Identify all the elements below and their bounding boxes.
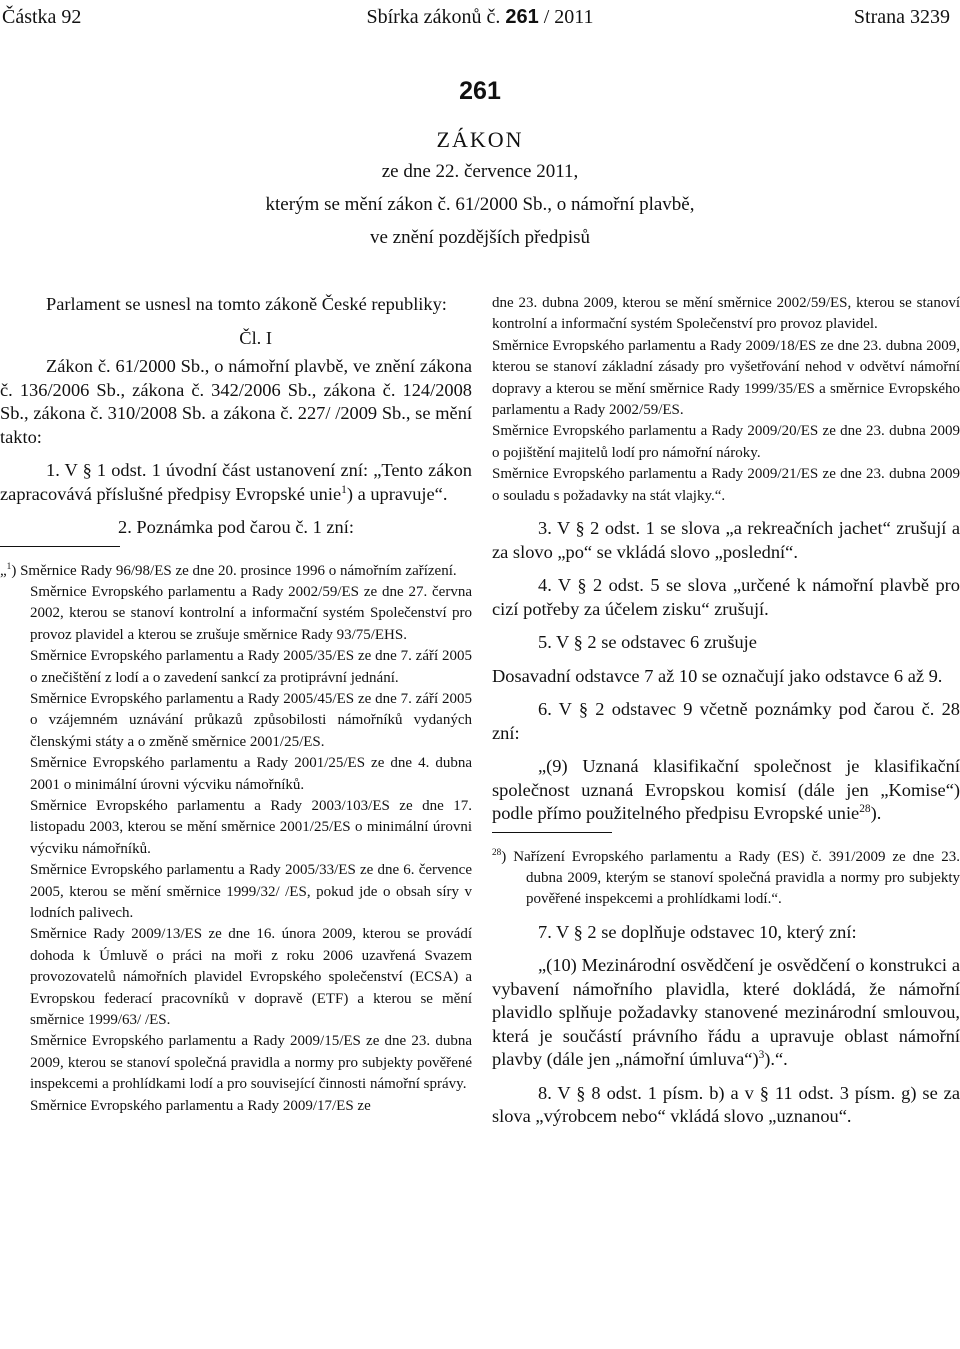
amendment-point-4: 4. V § 2 odst. 5 se slova „určené k námořní plavbě pro cizí potřeby za účelem zisku“ zrušují. xyxy=(492,575,960,619)
amendment-point-1 xyxy=(0,459,472,506)
amendment-point-6: 6. V § 2 odstavec 9 včetně poznámky pod čarou č. 28 zní: xyxy=(492,699,960,743)
amendment-point-7: 7. V § 2 se doplňuje odstavec 10, který zní: xyxy=(538,921,857,942)
footnote-directive: Směrnice Evropského parlamentu a Rady 2001/25/ES ze dne 4. dubna 2001 o minimální úrovni výcviku námořníků. xyxy=(30,755,472,793)
quoted-paragraph-10 xyxy=(492,954,960,1072)
footnote-1 xyxy=(0,561,472,582)
footnote-28 xyxy=(492,847,960,911)
header-collection-label: Sbírka zákonů č. xyxy=(366,6,501,28)
footnote-directive: Směrnice Rady 2009/13/ES ze dne 16. února 2009, kterou se provádí dohoda k Úmluvě o práci na moři z roku 2006 uzavřená Svazem provozovatelů námořních plavidel Evropského společenství (ECSA) a Evropskou federací pracovníků v dopravě (ETF) a kterou se mění směrnice 1999/63/ /ES. xyxy=(30,926,472,1029)
header-part: Částka 92 xyxy=(2,6,82,28)
footnote-directive: dne 23. dubna 2009, kterou se mění směrnice 2002/59/ES, kterou se stanoví kontrolní a informační systém Společenství pro provoz plavidel. xyxy=(492,295,960,333)
footnote-directive: Směrnice Evropského parlamentu a Rady 2009/20/ES ze dne 23. dubna 2009 o pojištění majitelů lodí pro námořní nároky. xyxy=(492,423,960,461)
page-header xyxy=(0,2,960,32)
law-subject-note: ve znění pozdějších předpisů xyxy=(369,227,590,248)
point-1-text: 1. V § 1 odst. 1 úvodní část ustanovení zní: „Tento zákon zapracovává příslušné předpisy Evropské unie xyxy=(0,460,472,504)
footnote-directive: Směrnice Evropského parlamentu a Rady 2005/33/ES ze dne 6. července 2005, kterou se mění směrnice 1999/32/ /ES, pokud jde o obsah síry v lodních palivech. xyxy=(30,862,472,921)
law-number: 261 xyxy=(459,77,501,105)
right-column xyxy=(492,293,960,1349)
footnote-number: 1 xyxy=(6,561,12,572)
footnote-quote: „ xyxy=(0,562,7,579)
footnote-directive: Směrnice Evropského parlamentu a Rady 2009/15/ES ze dne 23. dubna 2009, kterou se stanoví společná pravidla a normy pro subjekty pověřené inspekcemi a prohlídkami lodí a pro související činnosti námořní správy. xyxy=(30,1033,472,1093)
footnote-directive: Směrnice Evropského parlamentu a Rady 2009/21/ES ze dne 23. dubna 2009 o souladu s požadavky na stát vlajky.“. xyxy=(492,466,960,504)
quoted-text-end: ).“. xyxy=(764,1049,788,1070)
header-year: / 2011 xyxy=(543,6,594,28)
article-heading: Čl. I xyxy=(239,327,272,348)
header-law-number: 261 xyxy=(505,6,539,28)
footnote-rule xyxy=(0,546,120,547)
law-subject: kterým se mění zákon č. 61/2000 Sb., o námořní plavbě, xyxy=(265,194,695,215)
footnote-number: 28 xyxy=(492,847,502,858)
footnote-directive: Směrnice Evropského parlamentu a Rady 2005/45/ES ze dne 7. září 2005 o vzájemném uznávání průkazů způsobilosti námořníků vydaných členskými státy a o změně směrnice 2001/25/ES. xyxy=(30,690,472,750)
footnote-ref: 3 xyxy=(758,1049,765,1062)
footnote-directive: Směrnice Evropského parlamentu a Rady 2009/18/ES ze dne 23. dubna 2009, kterou se stanoví základní zásady pro vyšetřování nehod v odvětví námořní dopravy a kterou se mění směrnice Rady 1999/35/ES a směrnice Evropského parlamentu a Rady 2002/59/ES. xyxy=(492,337,960,419)
footnote-directive: Směrnice Evropského parlamentu a Rady 2005/35/ES ze dne 7. září 2005 o znečištění z lodí a o zavedení sankcí za protiprávní jednání. xyxy=(30,648,472,686)
point-1-text-end: ) a upravuje“. xyxy=(346,483,448,504)
law-kind: ZÁKON xyxy=(436,127,524,152)
amendment-point-2: 2. Poznámka pod čarou č. 1 zní: xyxy=(118,517,354,537)
law-date: ze dne 22. července 2011, xyxy=(381,161,579,182)
left-column xyxy=(0,293,472,1349)
footnote-28-text: ) Nařízení Evropského parlamentu a Rady (ES) č. 391/2009 ze dne 23. dubna 2009, kterým se stanoví společná pravidla a normy pro subjekty pověřené inspekcemi a prohlídkami lodí.“. xyxy=(501,848,960,908)
amendment-point-5: 5. V § 2 se odstavec 6 zrušuje xyxy=(538,632,757,653)
footnote-1-text: ) Směrnice Rady 96/98/ES ze dne 20. prosince 1996 o námořním zařízení. xyxy=(11,562,457,579)
quoted-text: „(9) Uznaná klasifikační společnost je klasifikační společnost uznaná Evropskou komisí (dále jen „Komise“) podle přímo použitelného předpisu Evropské unie xyxy=(492,756,960,824)
footnote-ref: 1 xyxy=(341,483,347,496)
footnote-rule xyxy=(492,832,612,833)
header-page-number: Strana 3239 xyxy=(853,6,950,28)
header-collection xyxy=(0,2,960,32)
amendment-point-8: 8. V § 8 odst. 1 písm. b) a v § 11 odst. 3 písm. g) se za slova „výrobcem nebo“ vkládá slovo „uznanou“. xyxy=(492,1082,960,1127)
footnote-directive: Směrnice Evropského parlamentu a Rady 2003/103/ES ze dne 17. listopadu 2003, kterou se mění směrnice 2001/25/ES o minimální úrovni výcviku námořníků. xyxy=(30,797,472,857)
footnote-ref: 28 xyxy=(859,802,871,815)
amendment-point-3: 3. V § 2 odst. 1 se slova „a rekreačních jachet“ zrušují a za slovo „po“ se vkládá slovo „poslední“. xyxy=(492,518,960,562)
amendment-intro: Zákon č. 61/2000 Sb., o námořní plavbě, ve znění zákona č. 136/2006 Sb., zákona č. 342/2006 Sb., zákona č. 124/2008 Sb., zákona č. 310/2008 Sb. a zákona č. 227/ /2009 Sb., se mění takto: xyxy=(0,356,472,447)
amendment-point-5-renumbering: Dosavadní odstavce 7 až 10 se označují jako odstavce 6 až 9. xyxy=(492,665,943,686)
footnote-directive: Směrnice Evropského parlamentu a Rady 2009/17/ES ze xyxy=(30,1097,371,1114)
footnote-directive: Směrnice Evropského parlamentu a Rady 2002/59/ES ze dne 27. června 2002, kterou se stanoví kontrolní a informační systém Společenství pro provoz plavidel a kterou se zrušuje směrnice Rady 93/75/EHS. xyxy=(30,583,472,643)
quoted-text-end: ). xyxy=(870,803,882,824)
quoted-paragraph-9 xyxy=(492,755,960,826)
enacting-clause: Parlament se usnesl na tomto zákoně České republiky: xyxy=(46,294,447,314)
quoted-text: „(10) Mezinárodní osvědčení je osvědčení o konstrukci a vybavení námořního plavidla, které dokládá, že námořní plavidlo splňuje požadavky stanovené mezinárodní smlouvou, která je součástí právního řádu a upravuje oblast námořní plavby (dále jen „námořní úmluva“) xyxy=(492,955,960,1070)
